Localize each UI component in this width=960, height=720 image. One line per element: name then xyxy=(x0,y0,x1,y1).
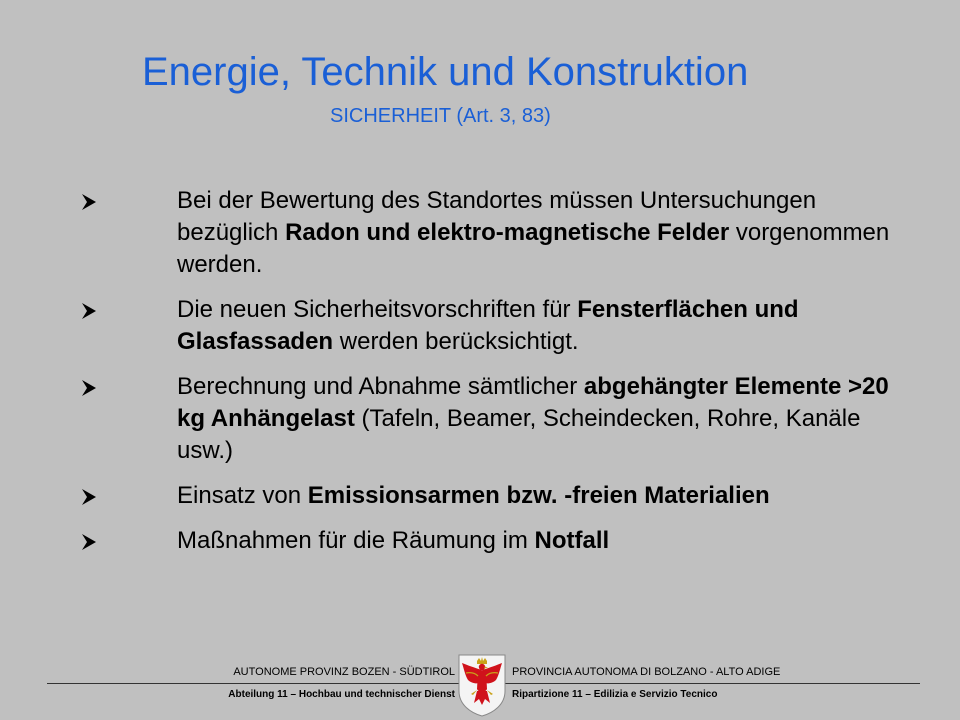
bullet-segment: Berechnung und Abnahme sämtlicher xyxy=(177,373,584,400)
bullet-text xyxy=(177,187,889,278)
bullet-emphasis: Fensterflächen und Glasfassaden xyxy=(177,296,799,355)
bullet-segment: Maßnahmen für die Räumung im xyxy=(177,527,535,554)
bullet-segment: Bei der Bewertung des Standortes müssen Untersuchungen bezüglich xyxy=(177,187,817,246)
footer-department-german: Abteilung 11 – Hochbau und technischer Dienst xyxy=(228,689,455,700)
bullet-segment: Die neuen Sicherheitsvorschriften für xyxy=(177,296,578,323)
bullet-item xyxy=(80,294,900,358)
bullet-emphasis: abgehängter Elemente >20 kg Anhängelast xyxy=(177,373,889,432)
bullet-segment: Einsatz von xyxy=(177,482,308,509)
bullet-item xyxy=(80,525,900,557)
bullet-segment: (Tafeln, Beamer, Scheindecken, Rohre, Kanäle usw.) xyxy=(177,405,861,464)
bullet-text xyxy=(177,296,799,355)
slide-subtitle: SICHERHEIT (Art. 3, 83) xyxy=(330,105,551,127)
arrowhead-bullet-icon xyxy=(80,487,102,507)
bullet-item xyxy=(80,185,900,281)
bullet-list xyxy=(80,185,900,570)
bullet-segment: werden berücksichtigt. xyxy=(333,328,579,355)
bullet-text xyxy=(177,527,609,554)
slide-title: Energie, Technik und Konstruktion xyxy=(142,50,749,94)
footer-province-italian: PROVINCIA AUTONOMA DI BOLZANO - ALTO ADIGE xyxy=(512,666,781,678)
coat-of-arms-eagle-icon xyxy=(457,653,507,717)
bullet-segment: vorgenommen werden. xyxy=(177,219,890,278)
bullet-emphasis: Notfall xyxy=(534,527,610,554)
bullet-emphasis: Radon und elektro-magnetische Felder xyxy=(285,219,730,246)
arrowhead-bullet-icon xyxy=(80,301,102,321)
bullet-text xyxy=(177,482,770,509)
bullet-item xyxy=(80,480,900,512)
arrowhead-bullet-icon xyxy=(80,192,102,212)
footer-department-italian: Ripartizione 11 – Edilizia e Servizio Tecnico xyxy=(512,689,718,700)
arrowhead-bullet-icon xyxy=(80,378,102,398)
arrowhead-bullet-icon xyxy=(80,532,102,552)
footer-province-german: AUTONOME PROVINZ BOZEN - SÜDTIROL xyxy=(233,666,455,678)
bullet-text xyxy=(177,373,889,464)
bullet-emphasis: Emissionsarmen bzw. -freien Materialien xyxy=(307,482,770,509)
bullet-item xyxy=(80,371,900,467)
